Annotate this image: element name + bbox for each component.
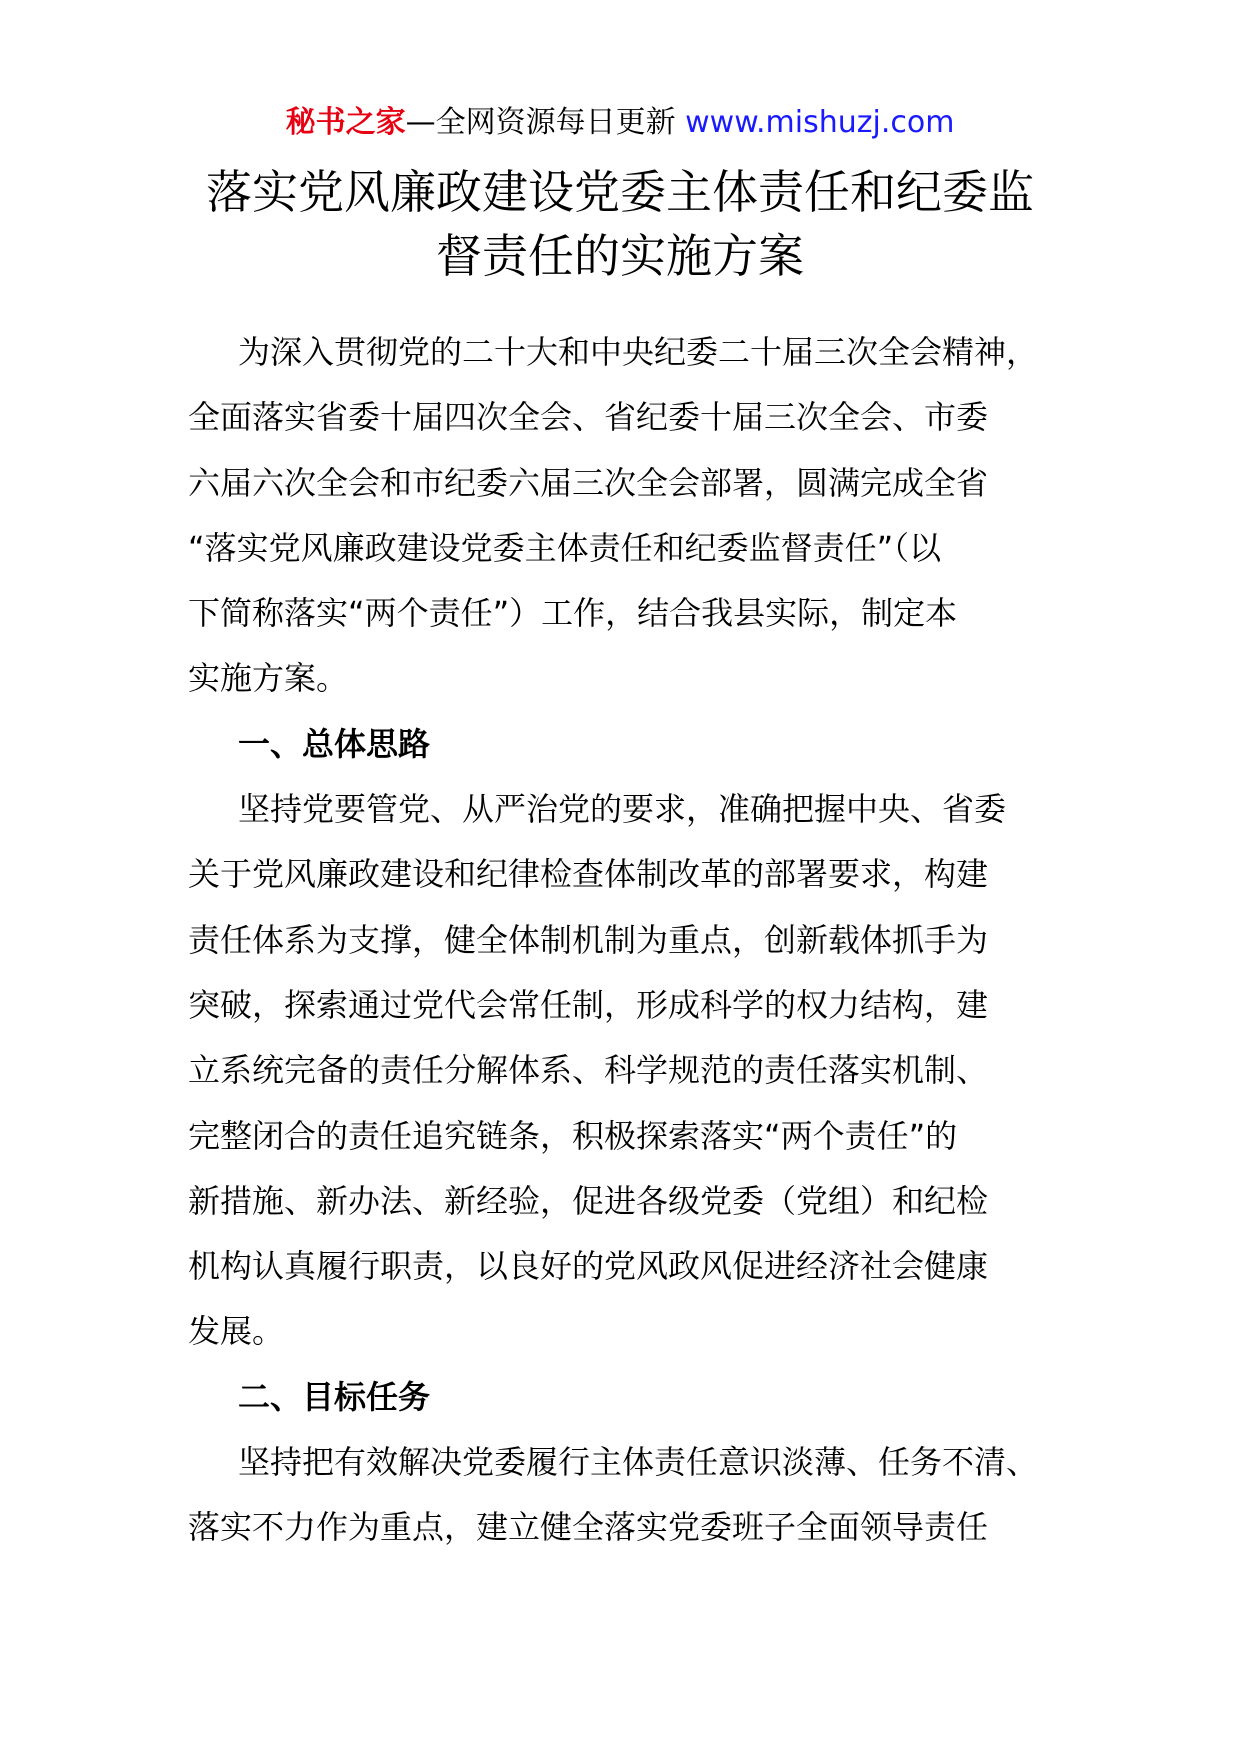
section-heading: 二、目标任务 <box>238 1377 431 1416</box>
paragraph-line: “落实党风廉政建设党委主体责任和纪委监督责任”（以 <box>188 528 942 567</box>
paragraph-line: 落实不力作为重点，建立健全落实党委班子全面领导责任 <box>188 1508 989 1547</box>
title-line-2: 督责任的实施方案 <box>436 229 804 283</box>
paragraph-line: 机构认真履行职责，以良好的党风政风促进经济社会健康 <box>188 1247 989 1286</box>
document-title <box>150 160 1090 288</box>
paragraph-line: 全面落实省委十届四次全会、省纪委十届三次全会、市委 <box>188 398 989 437</box>
title-line-1: 落实党风廉政建设党委主体责任和纪委监 <box>206 165 1034 219</box>
paragraph-line: 下简称落实“两个责任”）工作，结合我县实际，制定本 <box>188 594 958 633</box>
paragraph-line: 发展。 <box>188 1312 285 1351</box>
paragraph-line: 新措施、新办法、新经验，促进各级党委（党组）和纪检 <box>188 1181 989 1220</box>
paragraph-line: 六届六次全会和市纪委六届三次全会部署，圆满完成全省 <box>188 463 989 502</box>
paragraph-line: 坚持党要管党、从严治党的要求，准确把握中央、省委 <box>238 790 1007 829</box>
paragraph-line: 关于党风廉政建设和纪律检查体制改革的部署要求，构建 <box>188 855 989 894</box>
paragraph-line: 坚持把有效解决党委履行主体责任意识淡薄、任务不清、 <box>238 1443 1039 1482</box>
section-heading: 一、总体思路 <box>238 724 431 763</box>
paragraph-line: 实施方案。 <box>188 659 349 698</box>
document-body <box>188 320 1068 1561</box>
paragraph-line: 立系统完备的责任分解体系、科学规范的责任落实机制、 <box>188 1051 989 1090</box>
paragraph-line: 突破，探索通过党代会常任制，形成科学的权力结构，建 <box>188 985 989 1024</box>
brand-name: 秘书之家 <box>285 105 406 140</box>
website-link[interactable]: www.mishuzj.com <box>685 105 955 140</box>
banner-tagline: —全网资源每日更新 <box>405 105 686 140</box>
paragraph-line: 完整闭合的责任追究链条，积极探索落实“两个责任”的 <box>188 1116 958 1155</box>
paragraph-line: 责任体系为支撑，健全体制机制为重点，创新载体抓手为 <box>188 920 989 959</box>
site-banner <box>0 100 1240 146</box>
paragraph-line: 为深入贯彻党的二十大和中央纪委二十届三次全会精神， <box>238 333 1039 371</box>
